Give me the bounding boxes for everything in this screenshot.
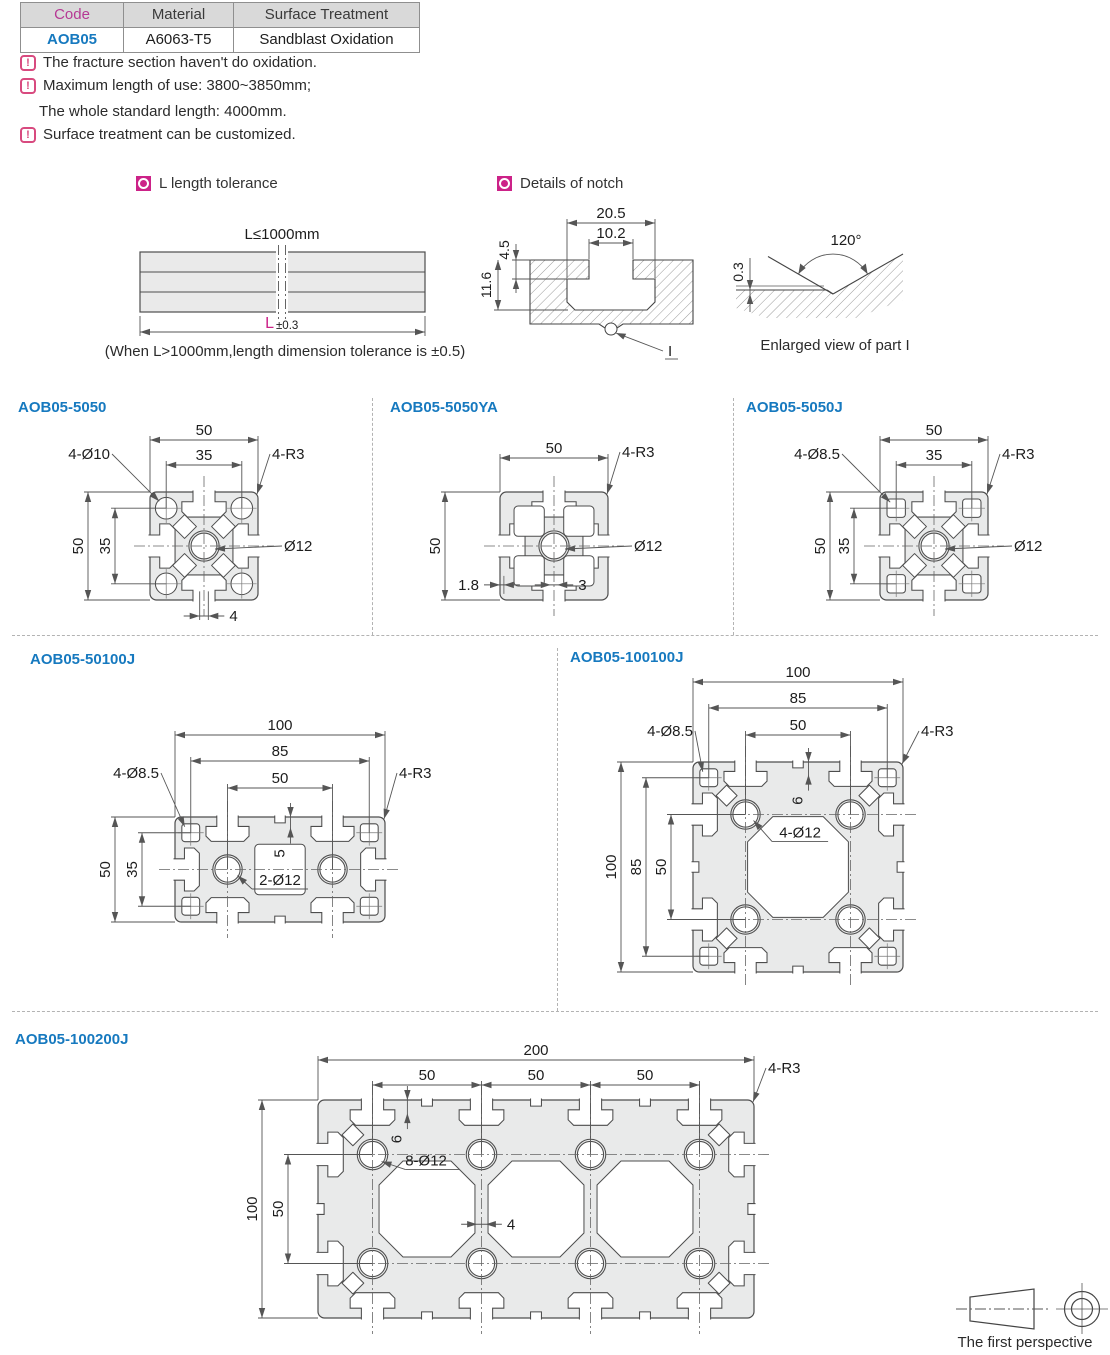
divider: [12, 1011, 1098, 1012]
warning-icon: !: [20, 127, 36, 143]
dim-label: 50: [427, 537, 444, 555]
table-header-code: Code: [20, 2, 124, 27]
dim-label: 20.5: [596, 205, 626, 222]
dim-label: ±0.3: [276, 320, 299, 332]
dim-label: 5: [271, 849, 289, 858]
warning-icon: !: [20, 55, 36, 71]
section-bullet-icon: [136, 176, 151, 191]
dim-label: L≤1000mm: [244, 226, 320, 243]
leader-label: Ø12: [284, 538, 313, 555]
note-text: Maximum length of use: 3800~3850mm;: [43, 77, 312, 94]
dim-label: 35: [97, 537, 114, 555]
profile-title: AOB05-5050YA: [390, 399, 498, 416]
dim-label: 100: [603, 854, 620, 880]
dim-label: 50: [527, 1067, 545, 1084]
profile-drawing-aob05-100100j: [558, 660, 1108, 1008]
dim-label: 200: [523, 1042, 549, 1059]
dim-label: L: [265, 315, 274, 332]
dim-label: 85: [271, 743, 289, 760]
divider: [733, 398, 734, 635]
spec-table: [20, 2, 420, 53]
dim-label: 50: [545, 440, 563, 457]
dim-label: 85: [789, 690, 807, 707]
dim-label: 10.2: [596, 225, 626, 242]
leader-label: 4-R3: [1002, 446, 1035, 463]
leader-label: 4-Ø8.5: [794, 446, 840, 463]
dim-label: 50: [653, 858, 670, 876]
dim-label: 120°: [830, 232, 862, 249]
divider: [372, 398, 373, 635]
dim-label: 50: [636, 1067, 654, 1084]
profile-title: AOB05-50100J: [30, 651, 136, 668]
dim-label: 50: [271, 770, 289, 787]
first-perspective-icon: [950, 1282, 1110, 1334]
dim-label: 50: [418, 1067, 436, 1084]
leader-label: 4-R3: [272, 446, 305, 463]
dim-label: 4.5: [496, 240, 512, 260]
dim-label: 100: [785, 664, 811, 681]
dim-label: 50: [195, 422, 213, 439]
leader-label: 4-R3: [622, 444, 655, 461]
first-perspective-caption: The first perspective: [957, 1334, 1093, 1351]
section-title: Details of notch: [520, 175, 624, 192]
leader-label: 8-Ø12: [405, 1152, 447, 1170]
dim-label: 85: [628, 858, 645, 876]
note-item: [20, 76, 460, 121]
note-text: Surface treatment can be customized.: [43, 126, 296, 143]
tolerance-caption: (When L>1000mm,length dimension tolerance is ±0.5): [104, 343, 466, 360]
divider: [12, 635, 1098, 636]
dim-label: 3: [578, 576, 587, 594]
notes: [20, 53, 460, 148]
dim-label: 50: [812, 537, 829, 555]
section-header-notch: [497, 175, 623, 192]
profile-title: AOB05-5050: [18, 399, 107, 416]
dim-label: 100: [267, 717, 293, 734]
dim-label: 1.8: [458, 576, 479, 594]
table-header-surface: Surface Treatment: [234, 2, 420, 27]
leader-label: 4-Ø8.5: [647, 723, 693, 740]
note-item: [20, 53, 460, 72]
warning-icon: !: [20, 78, 36, 94]
leader-label: Ø12: [1014, 538, 1043, 555]
profile-drawing-aob05-5050ya: [385, 412, 730, 630]
note-text: The fracture section haven't do oxidation.: [43, 54, 317, 71]
leader-label: 2-Ø12: [259, 872, 301, 889]
dim-label: 35: [124, 861, 141, 878]
leader-label: 4-R3: [768, 1060, 801, 1077]
dim-label: 4: [229, 608, 238, 625]
dim-label: 11.6: [478, 271, 494, 299]
dim-label: 4: [506, 1216, 516, 1234]
dim-label: 50: [925, 422, 943, 439]
table-header-material: Material: [124, 2, 234, 27]
leader-label: 4-R3: [399, 765, 432, 782]
leader-label: 4-R3: [921, 723, 954, 740]
note-text: The whole standard length: 4000mm.: [39, 103, 287, 120]
leader-label: 4-Ø12: [779, 824, 821, 842]
profile-title: AOB05-100200J: [15, 1031, 129, 1048]
leader-label: I: [668, 343, 673, 360]
table-cell-code: AOB05: [20, 27, 124, 53]
leader-label: 4-Ø8.5: [113, 765, 159, 782]
profile-title: AOB05-100100J: [570, 649, 684, 666]
profile-drawing-aob05-5050j: [740, 412, 1108, 630]
dim-label: 50: [97, 861, 114, 878]
dim-label: 6: [388, 1134, 406, 1144]
profile-title: AOB05-5050J: [746, 399, 843, 416]
dim-label: 0.3: [730, 262, 746, 282]
section-header-tolerance: [136, 175, 278, 192]
dim-label: 35: [836, 537, 853, 555]
profile-drawing-aob05-50100j: [25, 665, 557, 1000]
dim-label: 35: [925, 447, 943, 464]
dim-label: 100: [244, 1196, 261, 1222]
section-title: L length tolerance: [159, 175, 278, 192]
leader-label: Ø12: [634, 538, 663, 555]
dim-label: 35: [195, 447, 213, 464]
dim-label: 50: [789, 717, 807, 734]
notch-drawing: [478, 198, 713, 368]
table-cell-surface: Sandblast Oxidation: [234, 27, 420, 53]
enlarged-caption: Enlarged view of part I: [760, 337, 910, 354]
enlarged-view-drawing: [706, 200, 961, 350]
profile-drawing-aob05-5050: [20, 412, 370, 630]
table-cell-material: A6063-T5: [124, 27, 234, 53]
dim-label: 50: [70, 537, 87, 555]
tolerance-drawing: [55, 195, 485, 345]
dim-label: 6: [789, 796, 807, 805]
leader-label: 4-Ø10: [68, 446, 110, 463]
note-item: [20, 125, 460, 144]
section-bullet-icon: [497, 176, 512, 191]
dim-label: 50: [270, 1200, 287, 1218]
